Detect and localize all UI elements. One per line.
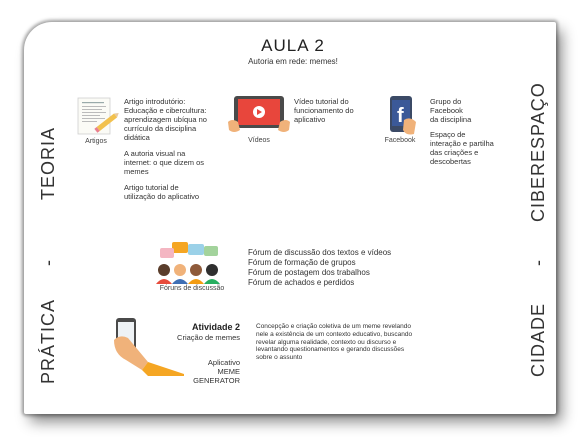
artigo-line: Artigo tutorial de: [124, 183, 179, 192]
facebook-line: Facebook: [430, 106, 463, 115]
facebook-phone-icon: [384, 94, 420, 136]
artigo-line: Artigo introdutório:: [124, 97, 186, 106]
side-label-teoria: TEORIA: [38, 126, 58, 200]
description-line: Concepção e criação coletiva de um meme revelando: [256, 323, 412, 330]
video-line: aplicativo: [294, 115, 326, 124]
side-label-cidade: CIDADE: [528, 302, 548, 377]
side-label-dash-right: -: [528, 259, 548, 266]
video-line: Vídeo tutorial do: [294, 97, 349, 106]
artigo-line: utilização do aplicativo: [124, 192, 200, 201]
forum-item: Fórum de formação de grupos: [248, 258, 356, 267]
facebook-line: interação e partilha: [430, 139, 494, 148]
facebook-caption: Facebook: [384, 137, 416, 144]
artigos-caption: Artigos: [85, 138, 107, 145]
app-line: MEME: [217, 367, 240, 376]
side-label-pratica: PRÁTICA: [38, 298, 58, 384]
facebook-line: descobertas: [430, 157, 471, 166]
artigo-line: aprendizagem ubíqua no: [124, 115, 207, 124]
document-pencil-icon: [72, 94, 122, 138]
app-name-block: [170, 358, 240, 385]
artigo-line: A autoria visual na: [124, 149, 186, 158]
artigo-line: memes: [124, 167, 149, 176]
artigos-text-block: [124, 97, 224, 201]
side-label-ciberespaco: CIBERESPAÇO: [528, 82, 548, 222]
foruns-caption: Fóruns de discussão: [159, 285, 225, 292]
atividade-subtitle: Criação de memes: [177, 333, 240, 342]
video-tablet-icon: [226, 92, 292, 136]
video-line: funcionamento do: [294, 106, 354, 115]
forum-item: Fórum de discussão dos textos e vídeos: [248, 248, 392, 257]
facebook-line: Espaço de: [430, 130, 466, 139]
atividade-title: Atividade 2: [191, 322, 240, 332]
side-label-dash-left: -: [38, 259, 58, 266]
artigo-line: didática: [124, 133, 150, 142]
app-line: Aplicativo: [207, 358, 240, 367]
discussion-people-icon: [152, 240, 232, 284]
videos-caption: Vídeos: [248, 137, 270, 144]
facebook-line: das criações e: [430, 148, 479, 157]
page-subtitle: Autoria em rede: memes!: [248, 57, 338, 66]
page-title: AULA 2: [261, 36, 325, 55]
forum-item: Fórum de postagem dos trabalhos: [248, 268, 370, 277]
videos-text-block: [294, 97, 374, 124]
artigo-line: Educação e cibercultura:: [124, 106, 207, 115]
svg-text:f: f: [397, 105, 404, 127]
description-line: sobre o assunto: [256, 354, 303, 362]
facebook-line: Grupo do: [430, 97, 462, 106]
atividade-description: [256, 323, 456, 362]
artigo-line: internet: o que dizem os: [124, 158, 205, 167]
app-line: GENERATOR: [193, 376, 240, 385]
facebook-line: da disciplina: [430, 115, 472, 124]
facebook-text-block: [430, 97, 510, 166]
artigo-line: currículo da disciplina: [124, 124, 197, 133]
forum-item: Fórum de achados e perdidos: [248, 278, 355, 287]
foruns-list: [248, 248, 438, 288]
description-line: nele a existência de um contexto educativo, buscando: [256, 330, 413, 338]
description-line: revelar alguma realidade, contexto ou discurso e: [256, 338, 397, 346]
description-line: levantando questionamentos e gerando discussões: [256, 346, 405, 354]
